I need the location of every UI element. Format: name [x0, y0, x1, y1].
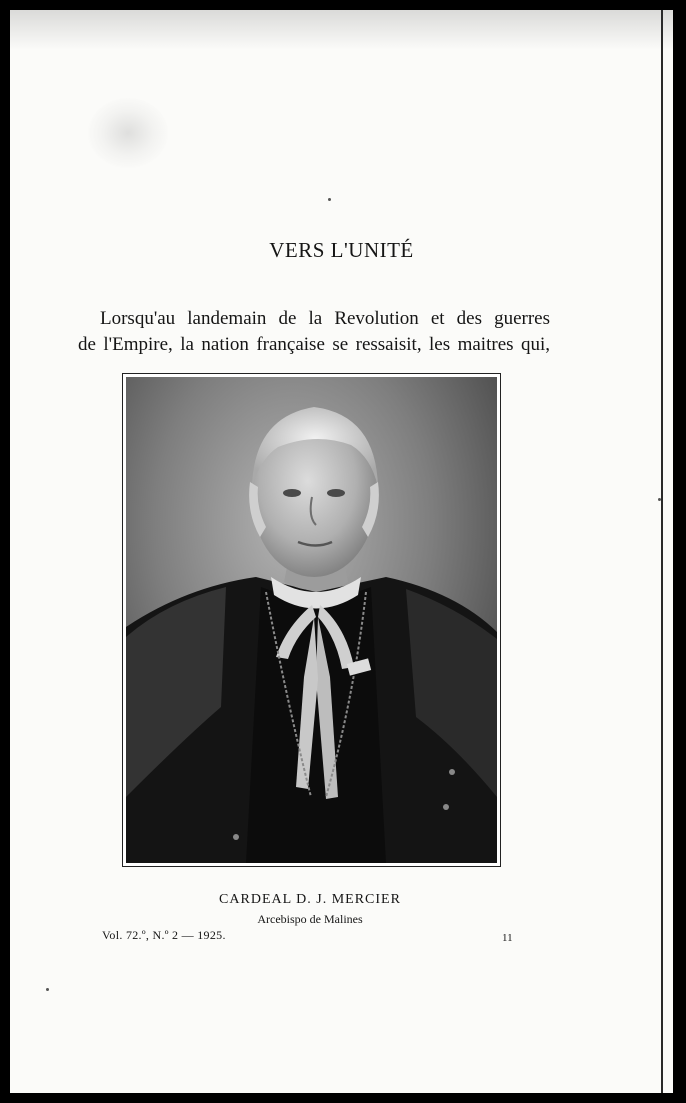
portrait-photo [126, 377, 497, 863]
portrait-illustration [126, 377, 497, 863]
speck [328, 198, 331, 201]
scan-top-shadow [10, 10, 673, 50]
page-title: VERS L'UNITÉ [269, 238, 414, 262]
portrait-frame [122, 373, 501, 867]
caption-name: CARDEAL D. J. MERCIER [219, 892, 401, 907]
speck [46, 988, 49, 991]
page-number: 11 [502, 932, 513, 944]
scan-smudge [88, 98, 168, 168]
speck [658, 498, 661, 501]
paragraph-line: de l'Empire, la nation française se ressaisit, les maitres qui, [78, 334, 550, 355]
body-paragraph [78, 306, 550, 358]
paragraph-line: Lorsqu'au landemain de la Revolution et des guerres [100, 308, 550, 329]
volume-line: Vol. 72.º, N.º 2 — 1925. [102, 928, 226, 942]
scan-edge-rule [661, 10, 663, 1093]
caption-subtitle: Arcebispo de Malines [257, 912, 363, 926]
document-page [10, 10, 673, 1093]
